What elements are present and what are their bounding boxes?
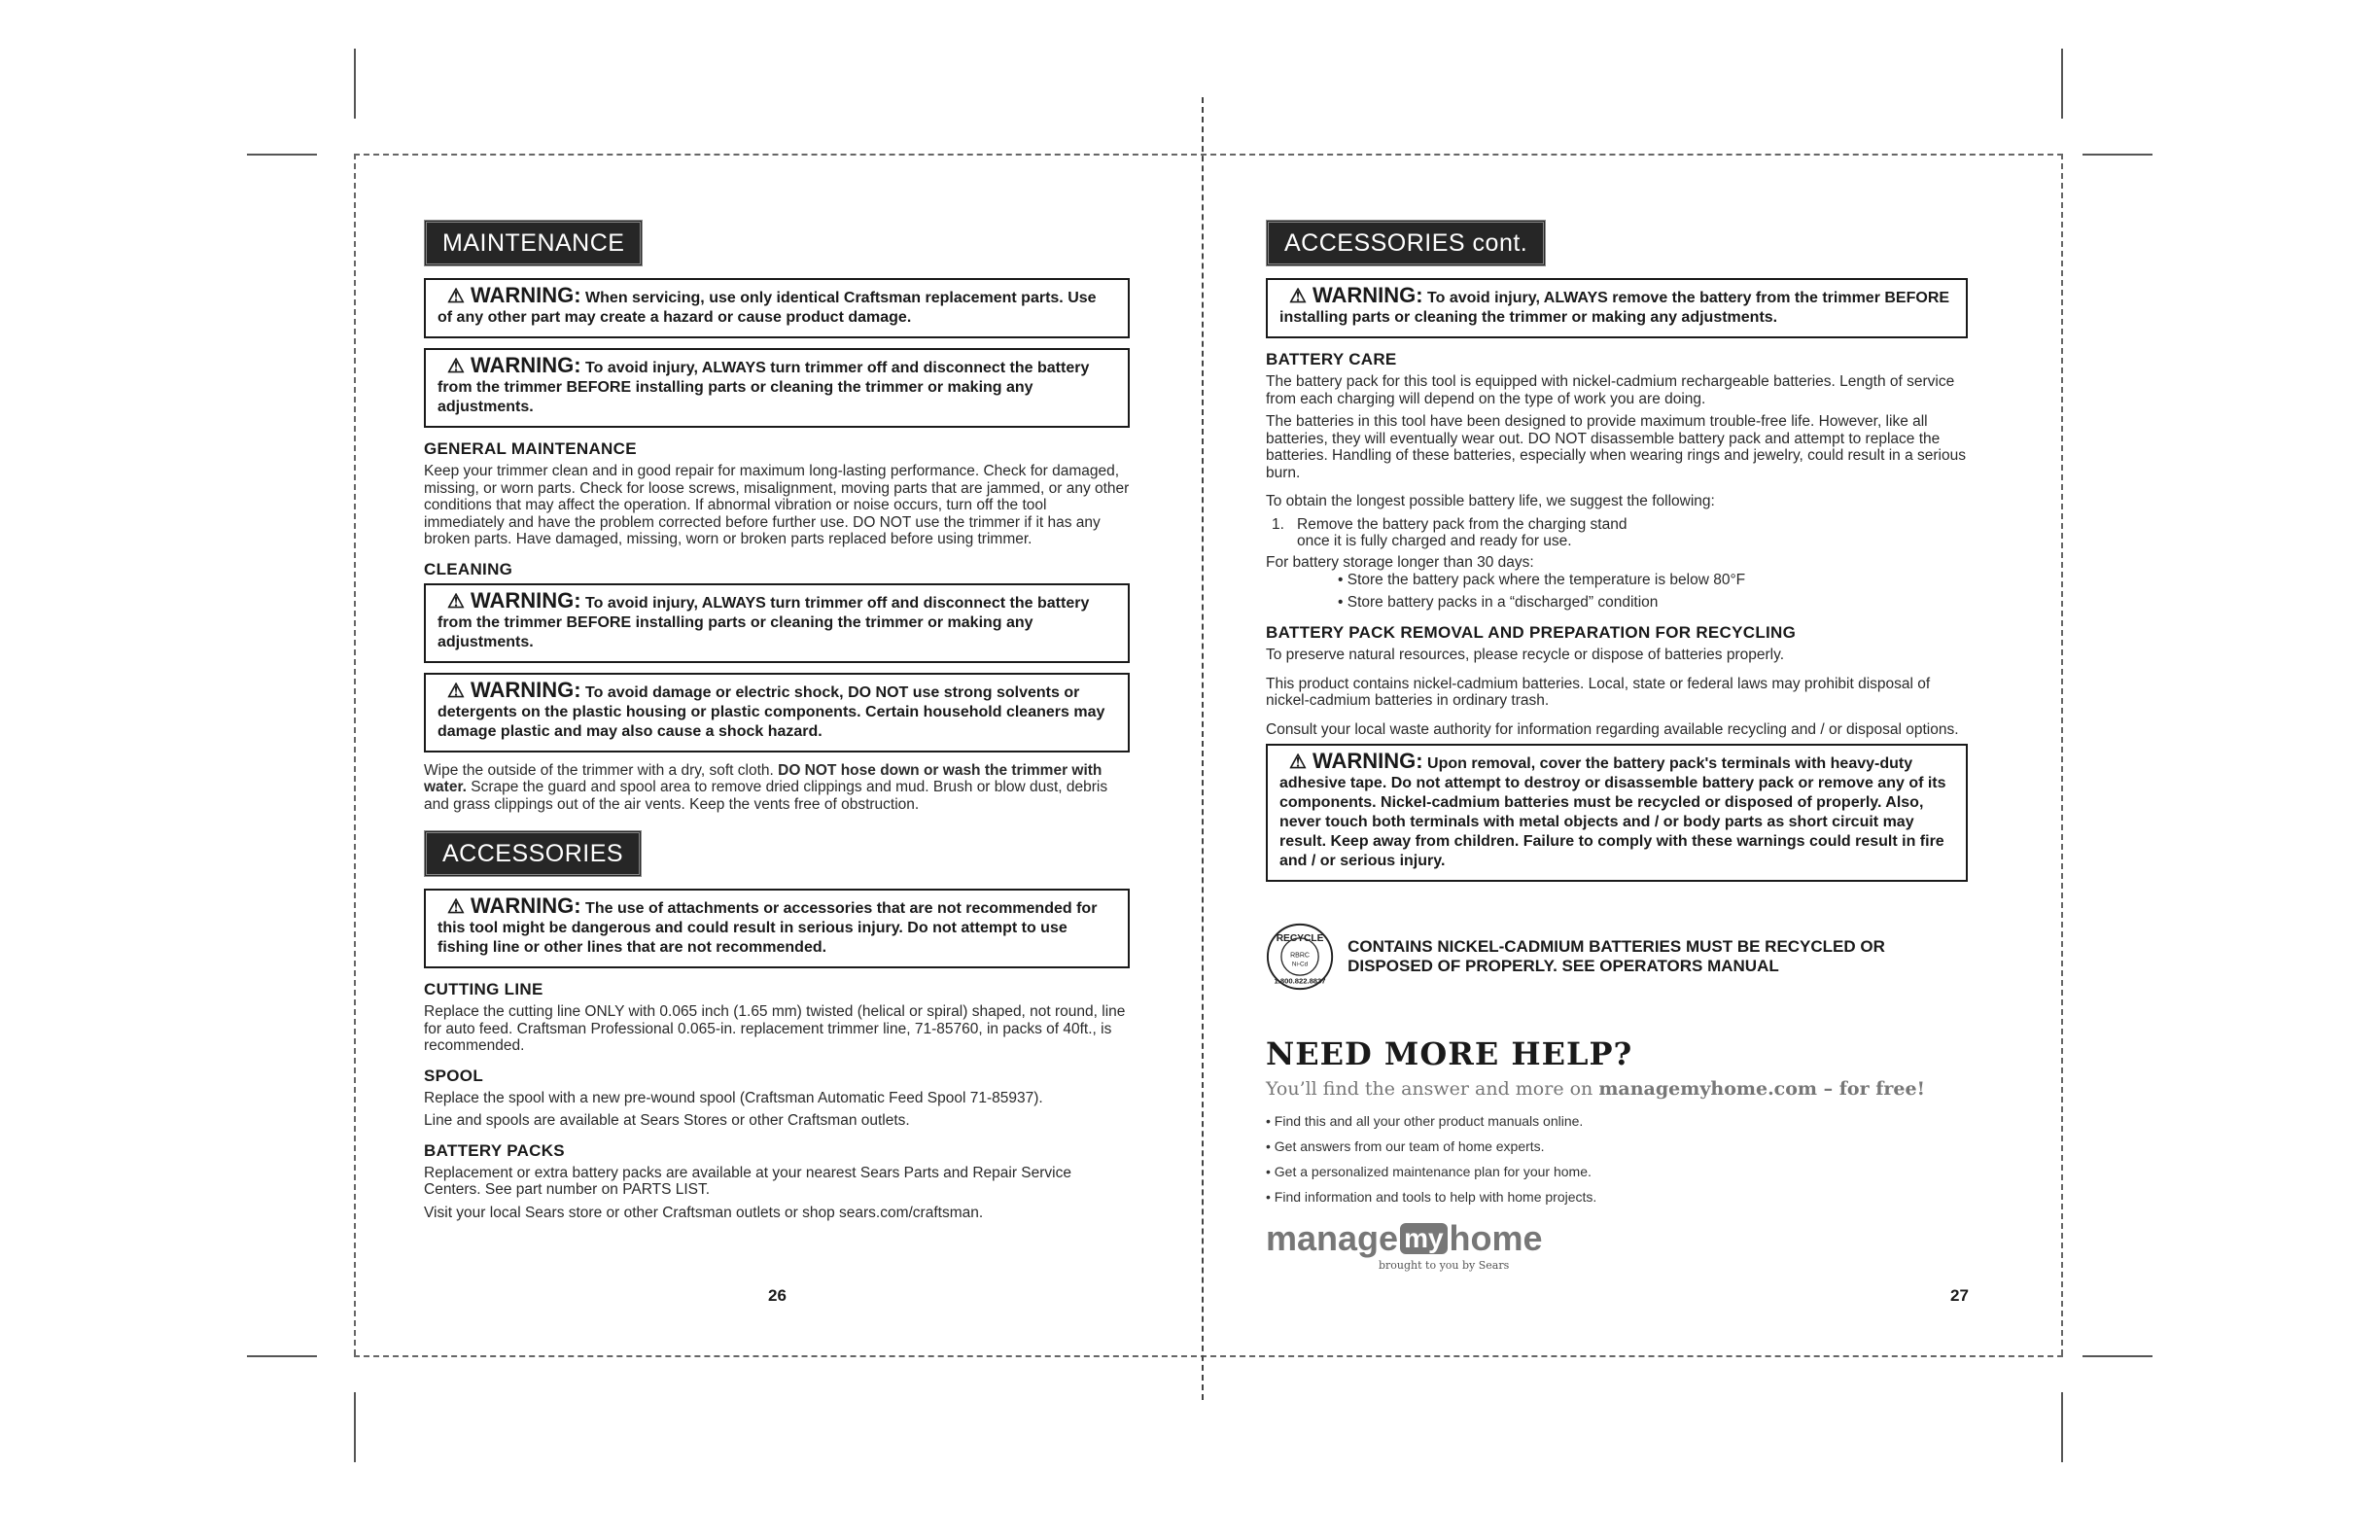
bullet-item: • Store the battery pack where the temperature is below 80°F <box>1338 572 1746 588</box>
help-site-link[interactable]: managemyhome.com <box>1598 1078 1818 1100</box>
cleaning-text-b: Scrape the guard and spool area to remove dried clippings and mud. Brush or blow dust, debris and grass clippings out of the air vents. Keep the vents free of obstruction. <box>424 779 1108 813</box>
warning-text: To avoid injury, ALWAYS turn trimmer off and disconnect the battery from the trimmer BEFORE installing parts or cleaning the trimmer or making any adjustments. <box>438 360 1090 415</box>
fold-line <box>1202 97 1204 1400</box>
step-number: 1. <box>1272 515 1284 533</box>
crop-mark <box>247 154 317 156</box>
bullet-item: • Store battery packs in a “discharged” condition <box>1338 594 1659 611</box>
general-maintenance-text: Keep your trimmer clean and in good repair for maximum long-lasting performance. Check for damaged, missing, or worn parts. Check for loose screws, misalignment, moving parts that are jammed, or any other conditions that may affect the operation. If abnormal vibration or noise occurs, turn off the tool immediately and have the problem corrected before further use. DO NOT use the trimmer if it has any broken parts. Have damaged, missing, worn or broken parts replaced before using trimmer. <box>424 463 1130 547</box>
help-bullet-text: Find information and tools to help with home projects. <box>1274 1189 1597 1205</box>
help-bullet: • Find this and all your other product manuals online. <box>1266 1113 1584 1129</box>
warning-triangle-icon: ⚠ <box>1289 286 1307 307</box>
trim-line-bottom <box>354 1355 2063 1357</box>
managemyhome-logo <box>1266 1218 1968 1259</box>
storage-text: For battery storage longer than 30 days: <box>1266 553 1534 571</box>
warning-text: When servicing, use only identical Craftsman replacement parts. Use of any other part may create a hazard or cause product damage. <box>438 290 1097 326</box>
warning-label: WARNING: <box>470 893 581 918</box>
right-page <box>1266 220 1968 1272</box>
warning-text: Upon removal, cover the battery pack's terminals with heavy-duty adhesive tape. Do not attempt to destroy or disassemble battery pack or remove any of its components. Nickel-cadmium batteries must be recycled or disposed of properly. Also, never touch both terminals with metal objects and / or body parts as short circuit may result. Keep away from children. Failure to comply with these warnings could result in fire and / or serious injury. <box>1279 755 1946 869</box>
rbrc-recycle-seal-icon <box>1266 903 1334 1010</box>
seal-rbrc-label: RBRC <box>1290 952 1310 960</box>
warning-label: WARNING: <box>470 587 581 612</box>
trim-line-right <box>2061 154 2063 1355</box>
help-bullet-text: Get a personalized maintenance plan for your home. <box>1274 1164 1592 1179</box>
help-bullet: • Get a personalized maintenance plan for your home. <box>1266 1164 1592 1179</box>
warning-triangle-icon: ⚠ <box>447 590 465 612</box>
cutting-line-text: Replace the cutting line ONLY with 0.065 inch (1.65 mm) twisted (helical or spiral) shaped, not round, line for auto feed. Craftsman Professional 0.065-in. replacement trimmer line, 71-85760, in packs of 40ft., is recommended. <box>424 1003 1126 1054</box>
help-bullet-text: Find this and all your other product manuals online. <box>1274 1113 1584 1129</box>
warning-triangle-icon: ⚠ <box>447 356 465 377</box>
warning-triangle-icon: ⚠ <box>1289 752 1307 773</box>
warning-text: To avoid damage or electric shock, DO NOT use strong solvents or detergents on the plastic housing or plastic components. Certain household cleaners may damage plastic and may also cause a shock hazard. <box>438 683 1105 740</box>
battery-care-heading: BATTERY CARE <box>1266 350 1397 368</box>
warning-box <box>424 278 1130 338</box>
warning-box <box>424 889 1130 968</box>
need-more-help-subtitle <box>1266 1078 1968 1100</box>
battery-removal-text: This product contains nickel-cadmium batteries. Local, state or federal laws may prohibit disposal of nickel-cadmium batteries in ordinary trash. <box>1266 675 1931 709</box>
warning-text: To avoid injury, ALWAYS turn trimmer off and disconnect the battery from the trimmer BEFORE installing parts or cleaning the trimmer or making any adjustments. <box>438 594 1090 650</box>
help-bullet: • Find information and tools to help with home projects. <box>1266 1189 1597 1205</box>
logo-subtitle: brought to you by Sears <box>1379 1259 1510 1272</box>
help-sub-text: You’ll find the answer and more on <box>1266 1078 1599 1100</box>
general-maintenance-heading: GENERAL MAINTENANCE <box>424 439 637 458</box>
recycle-notice <box>1266 903 1968 1010</box>
battery-packs-heading: BATTERY PACKS <box>424 1140 565 1160</box>
page-number-right: 27 <box>1950 1286 1969 1305</box>
recycle-notice-text: CONTAINS NICKEL-CADMIUM BATTERIES MUST BE RECYCLED OR DISPOSED OF PROPERLY. SEE OPERATORS MANUAL <box>1348 937 1885 975</box>
crop-mark <box>2082 154 2152 156</box>
maintenance-header: MAINTENANCE <box>424 220 643 266</box>
cleaning-text-bold: DO NOT hose down or wash the trimmer with water. <box>424 761 1102 795</box>
crop-mark <box>2082 1355 2152 1357</box>
numbered-step <box>1266 516 1968 550</box>
help-bullet-text: Get answers from our team of home experts. <box>1274 1138 1545 1154</box>
seal-recycle-label: RECYCLE <box>1276 933 1324 945</box>
warning-label: WARNING: <box>1312 749 1423 773</box>
crop-mark <box>247 1355 317 1357</box>
battery-packs-text: Replacement or extra battery packs are available at your nearest Sears Parts and Repair Service Centers. See part number on PARTS LIST. <box>424 1164 1071 1198</box>
cleaning-text <box>424 762 1130 814</box>
cleaning-text-a: Wipe the outside of the trimmer with a dry, soft cloth. <box>424 761 774 779</box>
warning-triangle-icon: ⚠ <box>447 286 465 307</box>
bullet-text: Store the battery pack where the temperature is below 80°F <box>1347 572 1746 588</box>
crop-mark <box>354 49 356 119</box>
help-sub-free: – for free! <box>1817 1078 1925 1100</box>
accessories-cont-header: ACCESSORIES cont. <box>1266 220 1546 266</box>
logo-manage: manage <box>1266 1218 1399 1258</box>
battery-removal-text: To preserve natural resources, please recycle or dispose of batteries properly. <box>1266 647 1785 663</box>
warning-label: WARNING: <box>1312 283 1423 307</box>
crop-mark <box>2061 1392 2063 1462</box>
battery-care-text: The batteries in this tool have been designed to provide maximum trouble-free life. However, like all batteries, they will eventually wear out. DO NOT disassemble battery pack and attempt to replace the batteries. Handling of these batteries, especially when wearing rings and jewelry, could result in a serious burn. <box>1266 413 1966 481</box>
battery-care-text: To obtain the longest possible battery life, we suggest the following: <box>1266 493 1715 509</box>
logo-home: home <box>1449 1218 1543 1258</box>
warning-text: The use of attachments or accessories that are not recommended for this tool might be dangerous and could result in serious injury. Do not attempt to use fishing line or other lines that are not recommended. <box>438 900 1098 956</box>
help-bullet: • Get answers from our team of home experts. <box>1266 1138 1545 1154</box>
trim-line-left <box>354 154 356 1355</box>
warning-text: To avoid injury, ALWAYS remove the battery from the trimmer BEFORE installing parts or cleaning the trimmer or making any adjustments. <box>1279 290 1950 326</box>
warning-label: WARNING: <box>470 677 581 702</box>
bullet-text: Store battery packs in a “discharged” condition <box>1347 594 1659 611</box>
spool-heading: SPOOL <box>424 1066 484 1085</box>
need-more-help-title: NEED MORE HELP? <box>1266 1035 1633 1072</box>
cutting-line-heading: CUTTING LINE <box>424 980 543 998</box>
warning-label: WARNING: <box>470 283 581 307</box>
cleaning-heading: CLEANING <box>424 559 513 578</box>
warning-box <box>424 673 1130 752</box>
warning-triangle-icon: ⚠ <box>447 896 465 918</box>
trim-line-top <box>354 154 2063 156</box>
warning-box <box>1266 744 1968 882</box>
seal-phone-label: 1.800.822.8837 <box>1274 976 1326 986</box>
spool-availability-text: Line and spools are available at Sears Stores or other Craftsman outlets. <box>424 1112 910 1129</box>
warning-label: WARNING: <box>470 353 581 377</box>
battery-care-text: The battery pack for this tool is equipped with nickel-cadmium rechargeable batteries. Length of service from each charging will depend on the type of work you are doing. <box>1266 373 1955 407</box>
warning-triangle-icon: ⚠ <box>447 680 465 702</box>
step-text: Remove the battery pack from the charging stand once it is fully charged and ready for use. <box>1297 515 1628 549</box>
accessories-header: ACCESSORIES <box>424 830 642 877</box>
left-page <box>424 220 1130 1227</box>
crop-mark <box>354 1392 356 1462</box>
crop-mark <box>2061 49 2063 119</box>
battery-removal-heading: BATTERY PACK REMOVAL AND PREPARATION FOR RECYCLING <box>1266 623 1797 642</box>
logo-my: my <box>1400 1223 1447 1254</box>
warning-box <box>424 583 1130 663</box>
page-number-left: 26 <box>768 1286 787 1305</box>
seal-chem-label: Ni-Cd <box>1291 961 1309 968</box>
battery-packs-visit-text: Visit your local Sears store or other Craftsman outlets or shop sears.com/craftsman. <box>424 1204 984 1221</box>
spool-text: Replace the spool with a new pre-wound spool (Craftsman Automatic Feed Spool 71-85937). <box>424 1089 1043 1106</box>
warning-box <box>424 348 1130 428</box>
warning-box <box>1266 278 1968 338</box>
battery-removal-text: Consult your local waste authority for information regarding available recycling and / or disposal options. <box>1266 720 1959 738</box>
